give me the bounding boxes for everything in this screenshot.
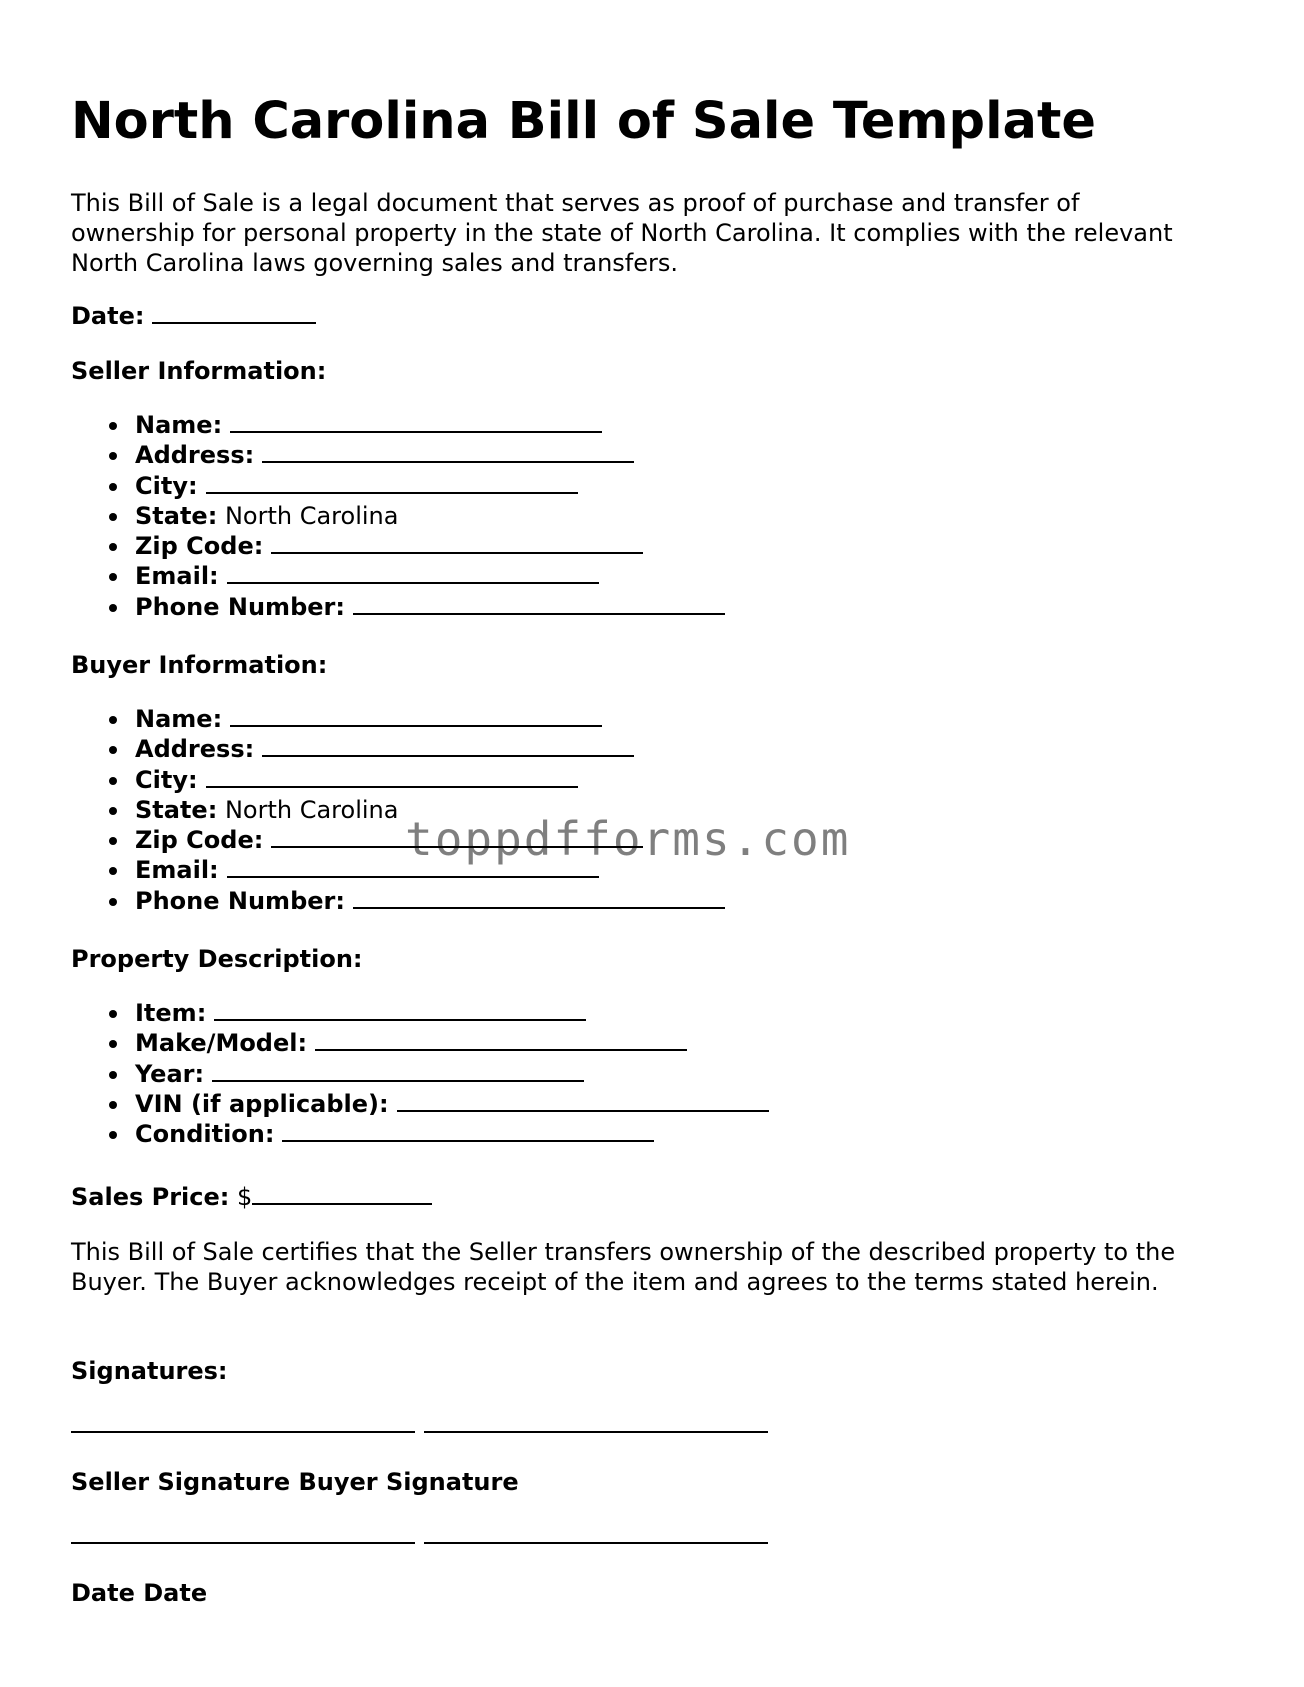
signatures-heading: Signatures: — [71, 1357, 228, 1385]
seller-name-blank[interactable] — [230, 429, 602, 433]
seller-state-field — [71, 501, 725, 531]
property-item-label: Item: — [135, 999, 207, 1027]
seller-phone-blank[interactable] — [353, 611, 725, 615]
buyer-address-field[interactable] — [71, 734, 725, 764]
sales-price-field[interactable] — [71, 1182, 432, 1212]
intro-paragraph: This Bill of Sale is a legal document that serves as proof of purchase and transfer of ownership for personal property in the state of North Carolina. It complies with the relevant North Carolina laws governing sales and transfers. — [71, 189, 1173, 277]
seller-name-field[interactable] — [71, 410, 725, 440]
property-item-field[interactable] — [71, 998, 769, 1028]
seller-address-label: Address: — [135, 441, 255, 470]
property-year-field[interactable] — [71, 1059, 769, 1089]
property-condition-field[interactable] — [71, 1119, 769, 1149]
seller-city-field[interactable] — [71, 471, 725, 501]
buyer-zip-label: Zip Code: — [135, 826, 264, 855]
currency-symbol: $ — [237, 1183, 253, 1211]
property-year-label: Year: — [135, 1059, 205, 1088]
seller-city-label: City: — [135, 471, 198, 500]
buyer-phone-field[interactable] — [71, 886, 725, 916]
seller-fields — [71, 410, 725, 622]
buyer-address-label: Address: — [135, 735, 255, 764]
property-item-blank[interactable] — [214, 1017, 586, 1021]
property-make-model-label: Make/Model: — [135, 1029, 308, 1058]
buyer-city-field[interactable] — [71, 765, 725, 795]
buyer-name-field[interactable] — [71, 704, 725, 734]
buyer-name-blank[interactable] — [230, 723, 602, 727]
buyer-city-label: City: — [135, 765, 198, 794]
buyer-email-blank[interactable] — [227, 874, 599, 878]
seller-email-label: Email: — [135, 562, 219, 591]
seller-zip-label: Zip Code: — [135, 532, 264, 561]
buyer-state-label: State: — [135, 795, 218, 824]
seller-name-label: Name: — [135, 411, 223, 439]
seller-heading: Seller Information: — [71, 357, 327, 385]
watermark-text: toppdfforms.com — [405, 812, 851, 866]
seller-email-blank[interactable] — [227, 580, 599, 584]
buyer-fields — [71, 704, 725, 916]
buyer-heading: Buyer Information: — [71, 651, 328, 679]
seller-phone-label: Phone Number: — [135, 592, 345, 621]
seller-address-blank[interactable] — [262, 459, 634, 463]
property-make-model-blank[interactable] — [315, 1047, 687, 1051]
seller-date-line[interactable] — [71, 1542, 415, 1544]
property-vin-label: VIN (if applicable): — [135, 1089, 389, 1118]
date-field[interactable] — [71, 301, 316, 331]
certification-paragraph: This Bill of Sale certifies that the Seller transfers ownership of the described property to the Buyer. The Buyer acknowledges receipt of the item and agrees to the terms stated herein. — [71, 1238, 1176, 1296]
buyer-name-label: Name: — [135, 705, 223, 733]
signature-captions: Seller Signature Buyer Signature — [71, 1468, 519, 1496]
seller-address-field[interactable] — [71, 440, 725, 470]
buyer-phone-label: Phone Number: — [135, 886, 345, 915]
seller-zip-blank[interactable] — [271, 550, 643, 554]
property-year-blank[interactable] — [212, 1078, 584, 1082]
buyer-date-line[interactable] — [424, 1542, 768, 1544]
property-vin-field[interactable] — [71, 1089, 769, 1119]
property-vin-blank[interactable] — [397, 1108, 769, 1112]
date-blank[interactable] — [152, 320, 316, 324]
property-condition-label: Condition: — [135, 1120, 275, 1149]
sales-price-label: Sales Price: — [71, 1183, 230, 1211]
property-fields — [71, 998, 769, 1149]
document-title: North Carolina Bill of Sale Template — [71, 92, 1096, 151]
property-condition-blank[interactable] — [282, 1138, 654, 1142]
buyer-state-value: North Carolina — [224, 795, 399, 824]
seller-city-blank[interactable] — [206, 490, 578, 494]
seller-zip-field[interactable] — [71, 531, 725, 561]
seller-signature-line[interactable] — [71, 1431, 415, 1433]
seller-state-label: State: — [135, 501, 218, 530]
buyer-phone-blank[interactable] — [353, 905, 725, 909]
seller-phone-field[interactable] — [71, 592, 725, 622]
seller-email-field[interactable] — [71, 561, 725, 591]
property-make-model-field[interactable] — [71, 1028, 769, 1058]
buyer-email-label: Email: — [135, 856, 219, 885]
buyer-signature-line[interactable] — [424, 1431, 768, 1433]
date-captions: Date Date — [71, 1579, 208, 1607]
sales-price-blank[interactable] — [252, 1201, 432, 1205]
seller-state-value: North Carolina — [224, 501, 399, 530]
buyer-city-blank[interactable] — [206, 784, 578, 788]
buyer-address-blank[interactable] — [262, 753, 634, 757]
date-label: Date: — [71, 302, 145, 330]
property-heading: Property Description: — [71, 945, 363, 973]
